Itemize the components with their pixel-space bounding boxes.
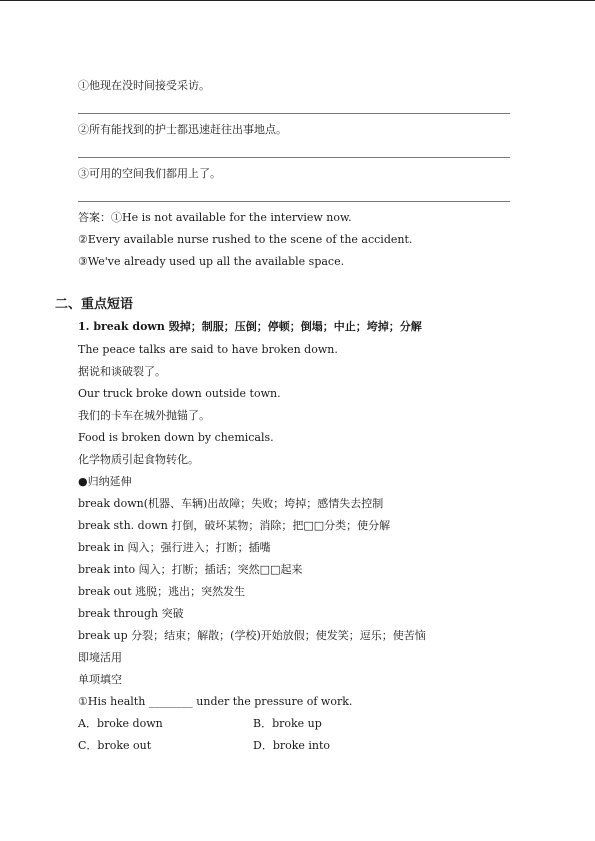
- extension-item: break in 闯入；强行进入；打断；插嘴: [78, 541, 271, 554]
- exercise-item-1: ①他现在没时间接受采访。: [78, 79, 210, 92]
- section-heading: 二、重点短语: [55, 297, 134, 312]
- example-zh-1: 据说和谈破裂了。: [78, 365, 166, 378]
- extension-item: break out 逃脱；逃出；突然发生: [78, 585, 246, 598]
- option-c: C．broke out: [78, 739, 152, 752]
- extension-item: break up 分裂；结束；解散；(学校)开始放假；使发笑；逗乐；使苦恼: [78, 629, 426, 642]
- practice-type: 单项填空: [78, 673, 122, 686]
- example-en-2: Our truck broke down outside town.: [78, 387, 281, 400]
- option-d: D．broke into: [253, 739, 331, 752]
- extension-item: break into 闯入；打断；插话；突然□□起来: [78, 563, 303, 576]
- answer-line-1: [78, 113, 510, 114]
- question-text: ①His health ________ under the pressure of work.: [78, 695, 353, 708]
- example-en-3: Food is broken down by chemicals.: [78, 431, 274, 444]
- answer-text-2: ②Every available nurse rushed to the scene of the accident.: [78, 233, 413, 246]
- example-en-1: The peace talks are said to have broken down.: [78, 343, 338, 356]
- example-zh-2: 我们的卡车在城外抛锚了。: [78, 409, 210, 422]
- summary-title: ●归纳延伸: [78, 475, 132, 488]
- exercise-item-2: ②所有能找到的护士都迅速赶往出事地点。: [78, 123, 287, 136]
- phrase-title: 1. break down 毁掉；制服；压倒；停顿；倒塌；中止；垮掉；分解: [78, 320, 422, 333]
- answer-line-2: [78, 157, 510, 158]
- exercise-item-3: ③可用的空间我们都用上了。: [78, 167, 221, 180]
- answer-line-3: [78, 201, 510, 202]
- extension-item: break sth. down 打倒，破坏某物；消除；把□□分类；使分解: [78, 519, 391, 532]
- answer-text-3: ③We've already used up all the available space.: [78, 255, 345, 268]
- page-top-border: [0, 0, 595, 1]
- option-a: A．broke down: [78, 717, 163, 730]
- practice-title: 即境活用: [78, 651, 122, 664]
- option-b: B．broke up: [253, 717, 322, 730]
- extension-item: break through 突破: [78, 607, 184, 620]
- extension-item: break down(机器、车辆)出故障；失败；垮掉；感情失去控制: [78, 497, 384, 510]
- example-zh-3: 化学物质引起食物转化。: [78, 453, 199, 466]
- answer-text-1: 答案：①He is not available for the interview now.: [78, 211, 352, 224]
